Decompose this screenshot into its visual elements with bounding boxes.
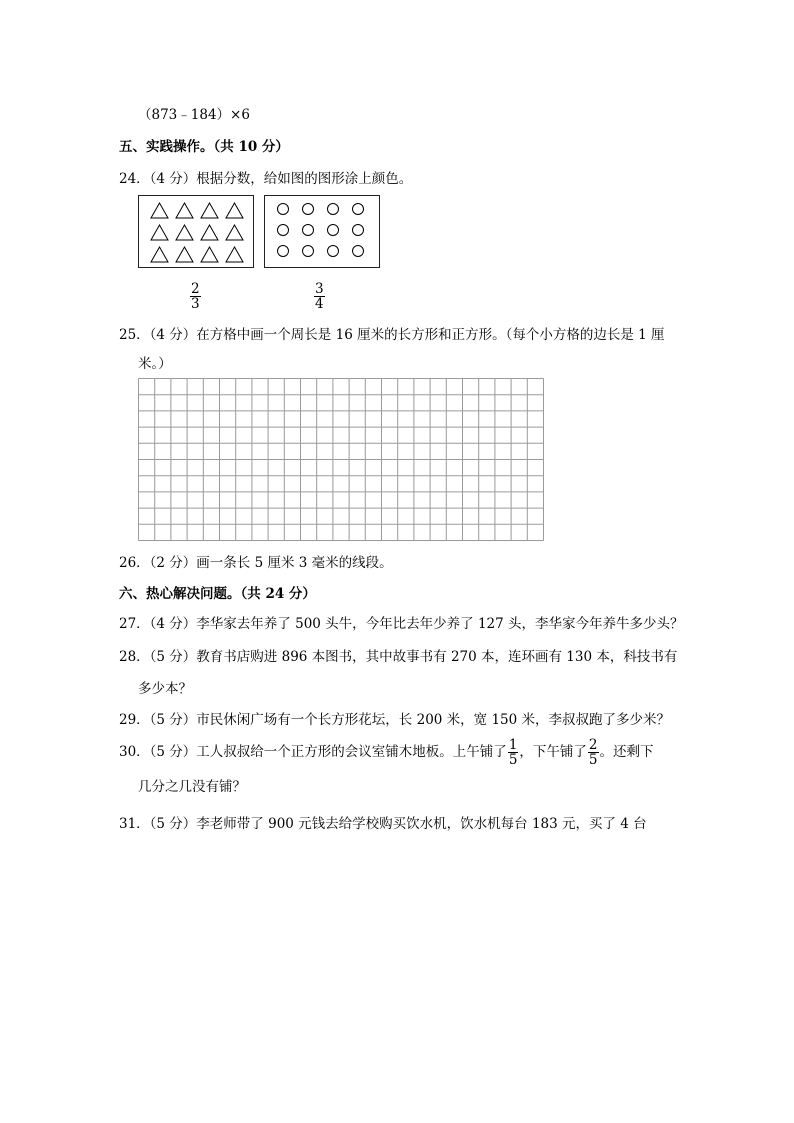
circles-shapes xyxy=(265,196,379,267)
question-30-text-a: 30．（5 分）工人叔叔给一个正方形的会议室铺木地板。上午铺了 xyxy=(119,744,507,760)
question-29: 29．（5 分）市民休闲广场有一个长方形花坛，长 200 米，宽 150 米，李叔叔跑了多少米？ xyxy=(119,712,671,728)
triangle-shape[interactable] xyxy=(176,247,193,262)
question-27: 27．（4 分）李华家去年养了 500 头牛，今年比去年少养了 127 头，李华家今年养牛多少头？ xyxy=(119,616,684,632)
triangle-shape[interactable] xyxy=(226,203,243,218)
triangle-shape[interactable] xyxy=(201,225,218,240)
question-25: 25．（4 分）在方格中画一个周长是 16 厘米的长方形和正方形。（每个小方格的边长是 1 厘 xyxy=(119,327,665,343)
circle-shape[interactable] xyxy=(303,246,314,257)
circle-shape[interactable] xyxy=(328,204,339,215)
fraction-denominator: 3 xyxy=(191,296,200,312)
fraction-numerator: 2 xyxy=(191,281,200,297)
triangle-shape[interactable] xyxy=(176,225,193,240)
question-24: 24．（4 分）根据分数，给如图的图形涂上颜色。 xyxy=(119,171,413,187)
triangle-shape[interactable] xyxy=(201,203,218,218)
circle-shape[interactable] xyxy=(278,204,289,215)
triangle-shape[interactable] xyxy=(201,247,218,262)
circle-shape[interactable] xyxy=(278,246,289,257)
square-grid[interactable] xyxy=(138,378,546,545)
triangle-shape[interactable] xyxy=(151,247,168,262)
circle-shape[interactable] xyxy=(353,204,364,215)
triangles-fraction xyxy=(189,282,202,311)
fraction-denominator: 5 xyxy=(588,752,598,768)
circle-shape[interactable] xyxy=(328,225,339,236)
expression-line: （873﹣184）×6 xyxy=(138,107,250,123)
question-30-text-c: 。还剩下 xyxy=(599,744,654,760)
circles-fraction xyxy=(313,282,326,311)
fraction-numerator: 1 xyxy=(508,737,518,753)
question-30-text-b: ，下午铺了 xyxy=(519,744,587,760)
triangles-shapes xyxy=(139,196,253,267)
circle-shape[interactable] xyxy=(303,225,314,236)
question-25-continued: 米。） xyxy=(138,356,172,372)
grid-lines xyxy=(138,378,546,541)
triangle-shape[interactable] xyxy=(151,203,168,218)
circle-shape[interactable] xyxy=(328,246,339,257)
morning-fraction xyxy=(508,738,519,767)
circle-shape[interactable] xyxy=(353,246,364,257)
triangle-shape[interactable] xyxy=(176,203,193,218)
question-31: 31．（5 分）李老师带了 900 元钱去给学校购买饮水机，饮水机每台 183 元，买了 4 台 xyxy=(119,816,647,832)
fraction-denominator: 4 xyxy=(315,296,324,312)
section-5-heading: 五、实践操作。（共 10 分） xyxy=(119,139,289,155)
question-28: 28．（5 分）教育书店购进 896 本图书，其中故事书有 270 本，连环画有 130 本，科技书有 xyxy=(119,649,678,665)
circle-shape[interactable] xyxy=(278,225,289,236)
question-26: 26．（2 分）画一条长 5 厘米 3 毫米的线段。 xyxy=(119,555,393,571)
question-30 xyxy=(119,738,654,767)
circle-shape[interactable] xyxy=(353,225,364,236)
section-6-heading: 六、热心解决问题。（共 24 分） xyxy=(119,586,316,602)
triangles-box[interactable] xyxy=(138,195,254,268)
triangle-shape[interactable] xyxy=(226,247,243,262)
question-30-continued: 几分之几没有铺？ xyxy=(138,779,246,795)
question-28-continued: 多少本？ xyxy=(138,681,192,697)
triangle-shape[interactable] xyxy=(226,225,243,240)
circles-box[interactable] xyxy=(264,195,380,268)
fraction-numerator: 2 xyxy=(588,737,598,753)
fraction-denominator: 5 xyxy=(508,752,518,768)
triangle-shape[interactable] xyxy=(151,225,168,240)
fraction-numerator: 3 xyxy=(315,281,324,297)
circle-shape[interactable] xyxy=(303,204,314,215)
afternoon-fraction xyxy=(588,738,599,767)
